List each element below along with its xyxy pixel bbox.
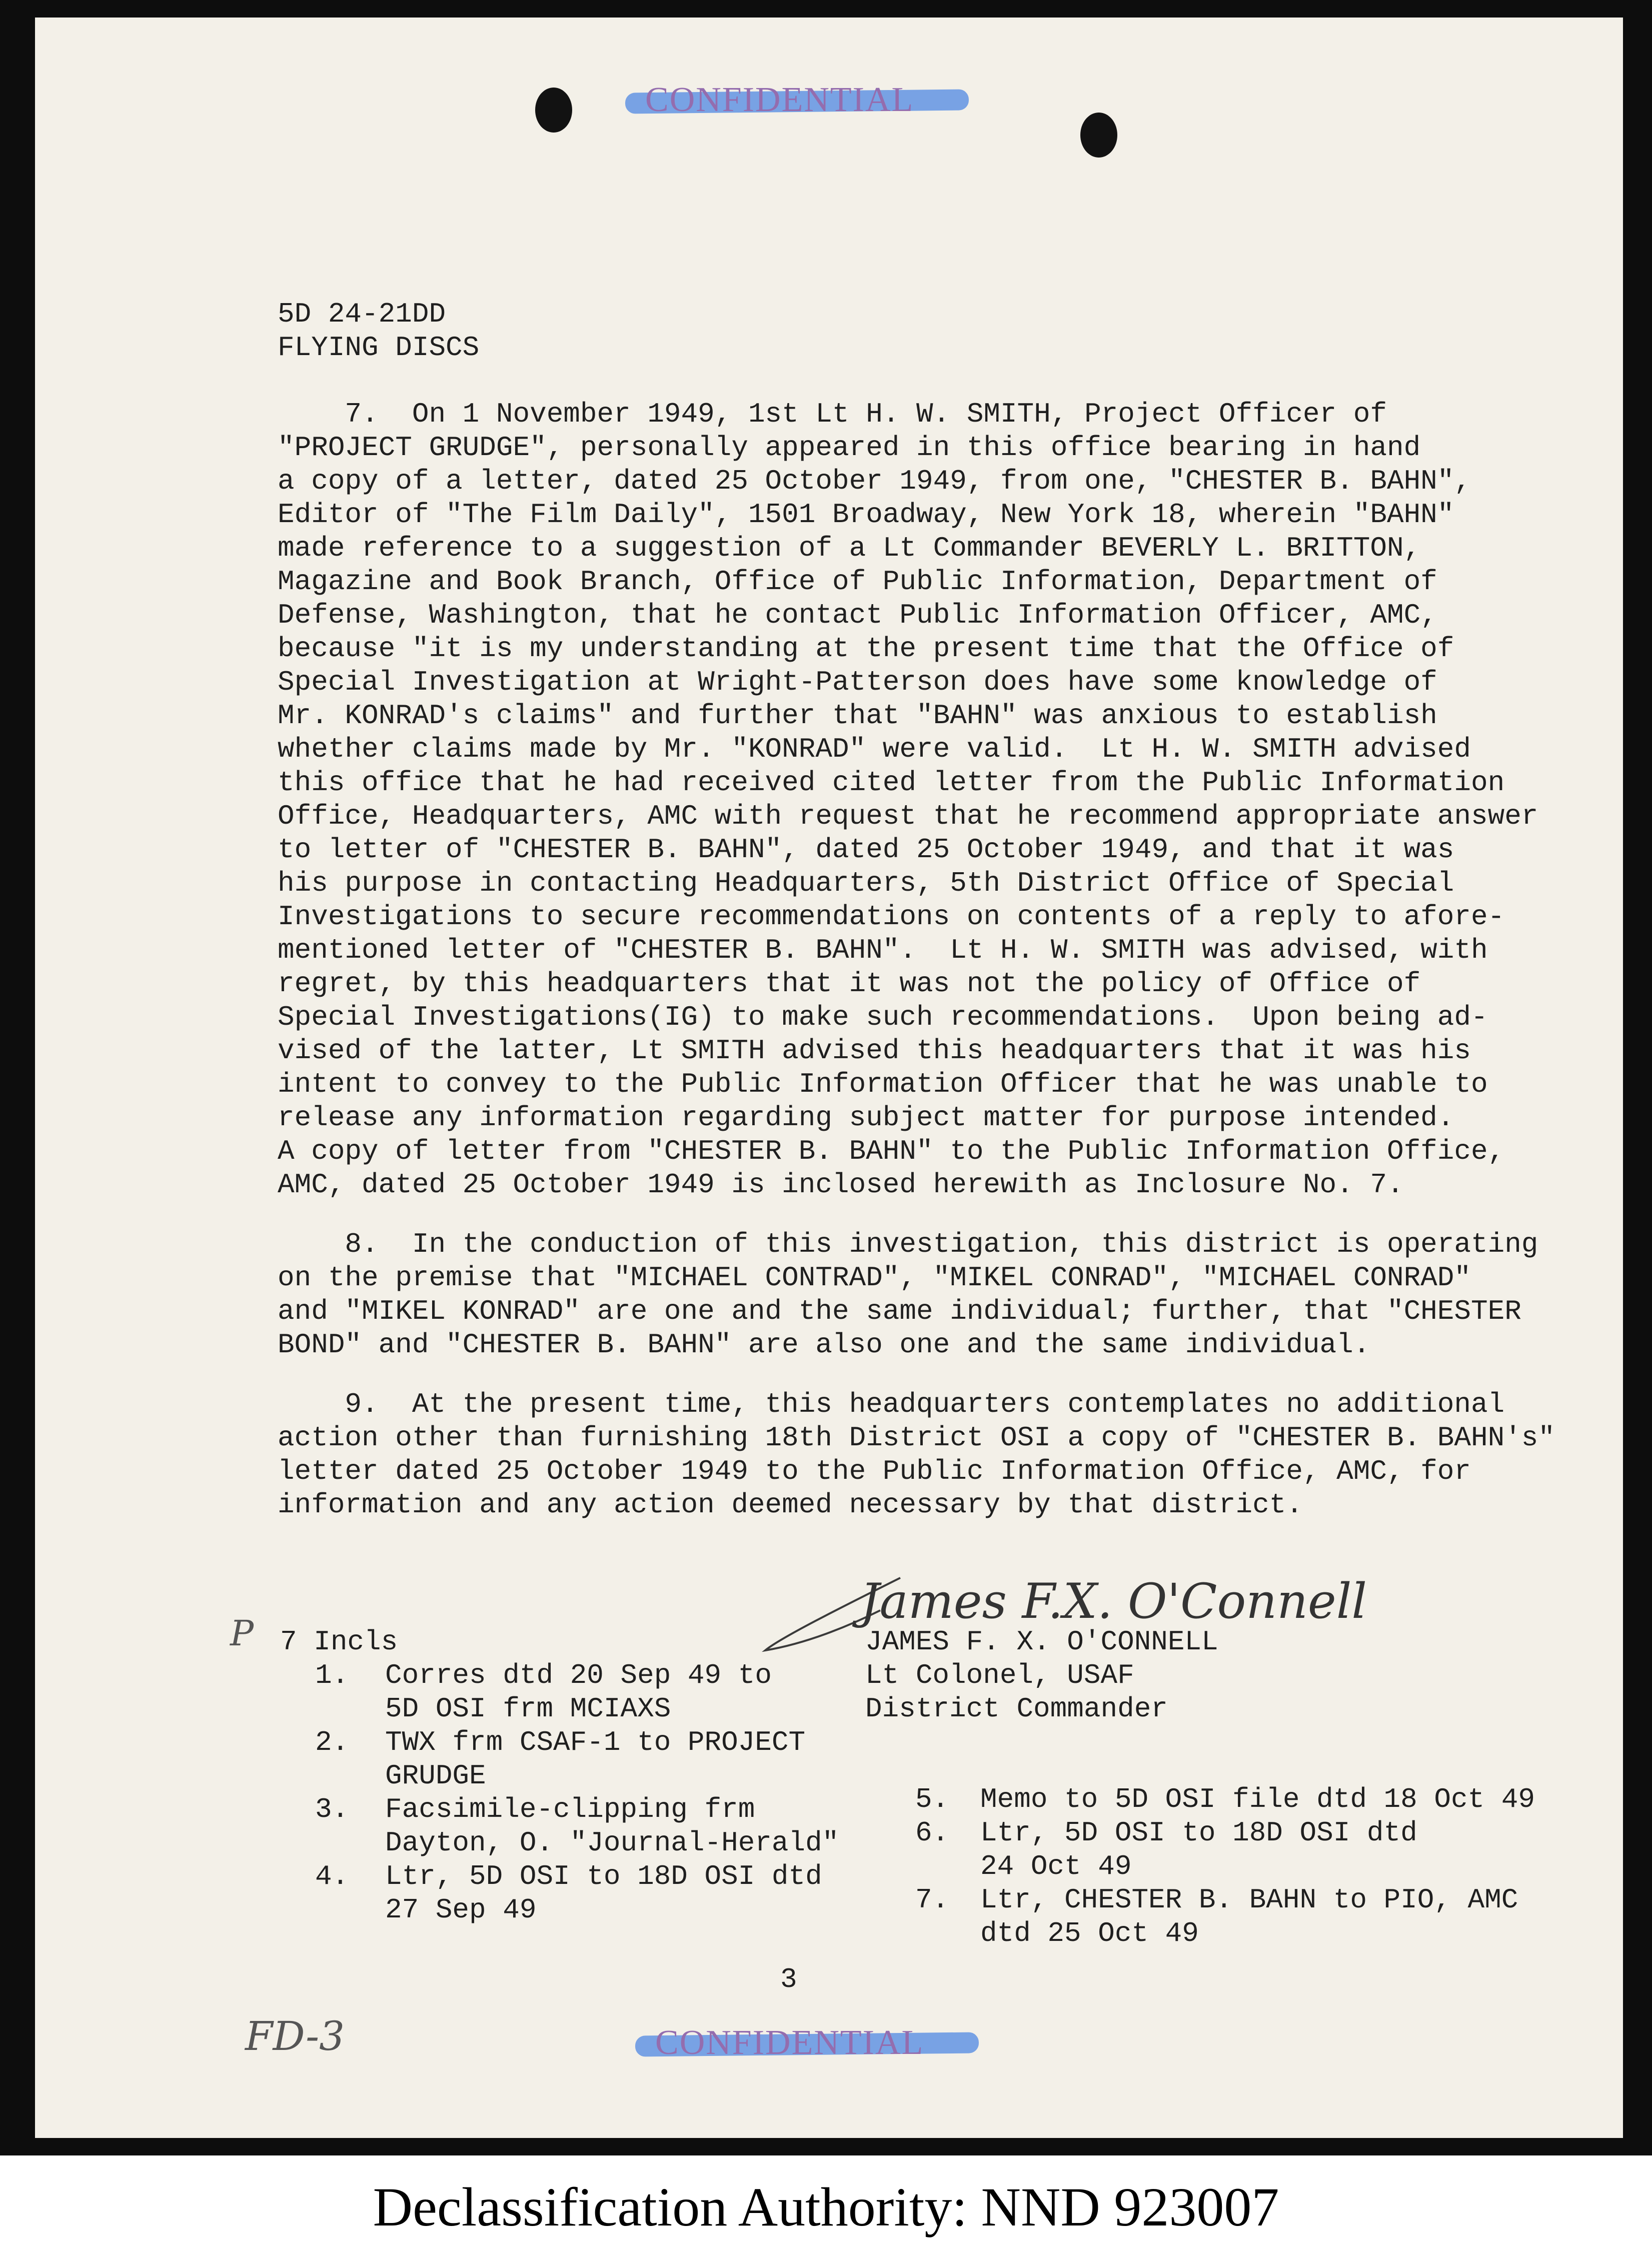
text-line: Magazine and Book Branch, Office of Public Information, Department of [278,566,1437,598]
classification-stamp-top: CONFIDENTIAL [645,80,914,120]
inclosure-text: 5D OSI frm MCIAXS [385,1693,671,1725]
text-line: this office that he had received cited letter from the Public Information [278,767,1505,799]
text-line: Special Investigation at Wright-Patterson does have some knowledge of [278,666,1437,698]
inclosure-number: 4. [315,1860,349,1892]
signer-rank: Lt Colonel, USAF [865,1659,1134,1691]
inclosure-text: GRUDGE [385,1760,486,1792]
inclosure-text: Memo to 5D OSI file dtd 18 Oct 49 [980,1783,1535,1815]
text-line: release any information regarding subject matter for purpose intended. [278,1102,1454,1134]
text-line: intent to convey to the Public Information Officer that he was unable to [278,1068,1488,1100]
text-line: and "MIKEL KONRAD" are one and the same individual; further, that "CHESTER [278,1295,1521,1327]
text-line: Mr. KONRAD's claims" and further that "BAHN" was anxious to establish [278,700,1437,732]
inclosure-number: 7. [915,1884,949,1916]
declassification-footer: Declassification Authority: NND 923007 [373,2176,1279,2237]
folio-note: FD-3 [245,2013,345,2059]
inclosures-heading: 7 Incls [280,1626,398,1658]
inclosure-text: Corres dtd 20 Sep 49 to [385,1659,772,1691]
inclosure-text: dtd 25 Oct 49 [980,1917,1199,1949]
text-line: letter dated 25 October 1949 to the Public Information Office, AMC, for [278,1455,1471,1487]
inclosure-text: Ltr, 5D OSI to 18D OSI dtd [385,1860,822,1892]
text-line: information and any action deemed necessary by that district. [278,1489,1303,1521]
inclosure-text: TWX frm CSAF-1 to PROJECT [385,1726,806,1758]
inclosure-number: 1. [315,1659,349,1691]
paragraph-8 [278,1228,1538,1362]
page-number: 3 [780,1963,797,1995]
paragraph-9 [278,1388,1555,1522]
text-line: action other than furnishing 18th District OSI a copy of "CHESTER B. BAHN's" [278,1422,1555,1454]
text-line: regret, by this headquarters that it was not the policy of Office of [278,968,1421,1000]
inclosure-text: Ltr, 5D OSI to 18D OSI dtd [980,1817,1417,1849]
inclosure-text: 24 Oct 49 [980,1850,1132,1882]
paragraph-7 [278,398,1538,1202]
text-line: Investigations to secure recommendations on contents of a reply to afore- [278,901,1505,933]
inclosure-text: Facsimile-clipping frm [385,1793,755,1825]
text-line: Defense, Washington, that he contact Public Information Officer, AMC, [278,599,1437,631]
text-line: BOND" and "CHESTER B. BAHN" are also one and the same individual. [278,1329,1370,1361]
signature-text: James F.X. O'Connell [860,1573,1367,1629]
inclosure-text: Ltr, CHESTER B. BAHN to PIO, AMC [980,1884,1518,1916]
text-line: A copy of letter from "CHESTER B. BAHN" to the Public Information Office, [278,1135,1505,1167]
inclosure-number: 6. [915,1817,949,1849]
text-line: a copy of a letter, dated 25 October 1949, from one, "CHESTER B. BAHN", [278,465,1471,497]
file-reference: 5D 24-21DD [278,298,446,330]
text-line: AMC, dated 25 October 1949 is inclosed herewith as Inclosure No. 7. [278,1169,1404,1201]
text-line: made reference to a suggestion of a Lt Commander BEVERLY L. BRITTON, [278,532,1421,564]
inclosure-text: Dayton, O. "Journal-Herald" [385,1827,839,1859]
text-line: Special Investigations(IG) to make such recommendations. Upon being ad- [278,1001,1488,1033]
margin-tick-note: P [230,1613,254,1654]
text-line: on the premise that "MICHAEL CONTRAD", "MIKEL CONRAD", "MICHAEL CONRAD" [278,1262,1471,1294]
signer-title: District Commander [865,1693,1168,1725]
text-line: Editor of "The Film Daily", 1501 Broadway, New York 18, wherein "BAHN" [278,499,1454,531]
text-line: mentioned letter of "CHESTER B. BAHN". Lt H. W. SMITH was advised, with [278,934,1488,966]
text-line: vised of the latter, Lt SMITH advised this headquarters that it was his [278,1035,1471,1067]
text-line: 9. At the present time, this headquarters contemplates no additional [278,1388,1505,1420]
signer-name: JAMES F. X. O'CONNELL [865,1626,1218,1658]
inclosure-number: 3. [315,1793,349,1825]
inclosure-number: 2. [315,1726,349,1758]
text-line: whether claims made by Mr. "KONRAD" were valid. Lt H. W. SMITH advised [278,733,1471,765]
punch-hole-right [1080,113,1117,158]
document-page [35,18,1623,2138]
classification-stamp-bottom: CONFIDENTIAL [655,2023,924,2063]
text-line: because "it is my understanding at the present time that the Office of [278,633,1454,665]
inclosure-text: 27 Sep 49 [385,1894,537,1926]
subject-line: FLYING DISCS [278,332,480,364]
text-line: to letter of "CHESTER B. BAHN", dated 25 October 1949, and that it was [278,834,1454,866]
text-line: "PROJECT GRUDGE", personally appeared in this office bearing in hand [278,432,1421,464]
text-line: his purpose in contacting Headquarters, 5th District Office of Special [278,867,1454,899]
text-line: Office, Headquarters, AMC with request that he recommend appropriate answer [278,800,1538,832]
punch-hole-left [535,88,572,133]
inclosure-number: 5. [915,1783,949,1815]
text-line: 7. On 1 November 1949, 1st Lt H. W. SMITH, Project Officer of [278,398,1387,430]
text-line: 8. In the conduction of this investigation, this district is operating [278,1228,1538,1260]
